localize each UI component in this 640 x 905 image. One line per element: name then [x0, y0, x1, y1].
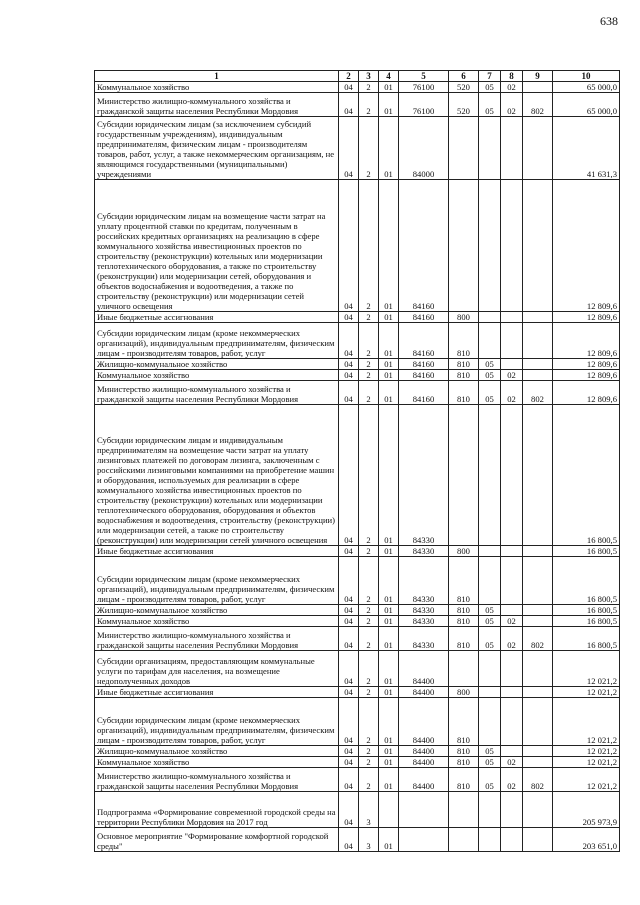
header-cell: 8	[501, 71, 523, 82]
ministry-cell	[523, 180, 553, 312]
chapter-cell: 05	[479, 746, 501, 757]
section-cell: 04	[339, 698, 359, 746]
chapter-cell: 05	[479, 757, 501, 768]
section-cell: 04	[339, 828, 359, 852]
paragraph-cell: 02	[501, 381, 523, 405]
paragraph-cell: 02	[501, 82, 523, 93]
amount-cell: 16 800,5	[553, 546, 620, 557]
chapter-cell	[479, 323, 501, 359]
expense-cell: 810	[449, 768, 479, 792]
amount-cell: 12 021,2	[553, 757, 620, 768]
table-row	[95, 359, 620, 370]
subsection-cell: 2	[359, 117, 379, 180]
subsection-cell: 2	[359, 312, 379, 323]
paragraph-cell	[501, 651, 523, 687]
ministry-cell	[523, 557, 553, 605]
chapter-cell	[479, 792, 501, 828]
table-row	[95, 381, 620, 405]
name-cell: Жилищно-коммунальное хозяйство	[95, 746, 339, 757]
name-cell: Иные бюджетные ассигнования	[95, 312, 339, 323]
amount-cell: 41 631,3	[553, 117, 620, 180]
table-row	[95, 746, 620, 757]
header-cell: 6	[449, 71, 479, 82]
name-cell: Субсидии юридическим лицам и индивидуальным предпринимателям на возмещение части затрат на уплату лизинговых платежей по договорам лизинга, заключенным с российскими лизинговыми компаниями на приобретение машин и оборудования, используемых для реализации в сфере коммунального хозяйства инвестиционных проектов по строительству (реконструкции) котельных или модернизации теплотехнического оборудования, оборудования и объектов водоснабжения и водоотведения, строительству (реконструкции) или модернизации сетей, а также по строительству (реконструкции) или модернизации сетей уличного освещения	[95, 405, 339, 546]
chapter-cell	[479, 687, 501, 698]
paragraph-cell	[501, 546, 523, 557]
section-cell: 04	[339, 687, 359, 698]
ministry-cell	[523, 757, 553, 768]
amount-cell: 65 000,0	[553, 82, 620, 93]
item-cell: 01	[379, 323, 399, 359]
name-cell: Жилищно-коммунальное хозяйство	[95, 359, 339, 370]
name-cell: Министерство жилищно-коммунального хозяйства и гражданской защиты населения Республики Мордовия	[95, 381, 339, 405]
paragraph-cell	[501, 605, 523, 616]
budget-table	[94, 70, 620, 852]
section-cell: 04	[339, 180, 359, 312]
table-row	[95, 93, 620, 117]
expense-cell	[449, 792, 479, 828]
chapter-cell: 05	[479, 82, 501, 93]
chapter-cell: 05	[479, 359, 501, 370]
header-cell: 1	[95, 71, 339, 82]
paragraph-cell	[501, 698, 523, 746]
section-cell: 04	[339, 93, 359, 117]
item-cell: 01	[379, 768, 399, 792]
amount-cell: 65 000,0	[553, 93, 620, 117]
table-row	[95, 323, 620, 359]
name-cell: Иные бюджетные ассигнования	[95, 687, 339, 698]
chapter-cell	[479, 405, 501, 546]
paragraph-cell: 02	[501, 627, 523, 651]
name-cell: Субсидии организациям, предоставляющим коммунальные услуги по тарифам для населения, на возмещение недополученных доходов	[95, 651, 339, 687]
expense-cell: 810	[449, 698, 479, 746]
header-cell: 9	[523, 71, 553, 82]
table-row	[95, 117, 620, 180]
expense-cell: 800	[449, 312, 479, 323]
target-cell: 84330	[399, 616, 449, 627]
paragraph-cell: 02	[501, 768, 523, 792]
expense-cell	[449, 651, 479, 687]
target-cell: 84160	[399, 370, 449, 381]
target-cell: 84330	[399, 627, 449, 651]
expense-cell: 810	[449, 757, 479, 768]
section-cell: 04	[339, 616, 359, 627]
item-cell: 01	[379, 312, 399, 323]
amount-cell: 12 021,2	[553, 651, 620, 687]
item-cell	[379, 792, 399, 828]
subsection-cell: 2	[359, 605, 379, 616]
header-cell: 10	[553, 71, 620, 82]
table-row	[95, 698, 620, 746]
chapter-cell	[479, 117, 501, 180]
amount-cell: 12 809,6	[553, 359, 620, 370]
amount-cell: 12 809,6	[553, 381, 620, 405]
item-cell: 01	[379, 698, 399, 746]
name-cell: Субсидии юридическим лицам (кроме некоммерческих организаций), индивидуальным предпринимателям, физическим лицам - производителям товаров, работ, услуг	[95, 698, 339, 746]
amount-cell: 12 809,6	[553, 323, 620, 359]
ministry-cell	[523, 746, 553, 757]
paragraph-cell	[501, 405, 523, 546]
target-cell: 84400	[399, 768, 449, 792]
item-cell: 01	[379, 651, 399, 687]
section-cell: 04	[339, 117, 359, 180]
ministry-cell	[523, 792, 553, 828]
paragraph-cell	[501, 687, 523, 698]
table-row	[95, 312, 620, 323]
chapter-cell	[479, 312, 501, 323]
name-cell: Иные бюджетные ассигнования	[95, 546, 339, 557]
item-cell: 01	[379, 757, 399, 768]
section-cell: 04	[339, 381, 359, 405]
table-row	[95, 370, 620, 381]
target-cell: 84160	[399, 312, 449, 323]
item-cell: 01	[379, 627, 399, 651]
table-row	[95, 627, 620, 651]
name-cell: Министерство жилищно-коммунального хозяйства и гражданской защиты населения Республики Мордовия	[95, 627, 339, 651]
name-cell: Министерство жилищно-коммунального хозяйства и гражданской защиты населения Республики Мордовия	[95, 93, 339, 117]
subsection-cell: 2	[359, 180, 379, 312]
subsection-cell: 2	[359, 323, 379, 359]
target-cell: 84160	[399, 180, 449, 312]
chapter-cell	[479, 546, 501, 557]
item-cell: 01	[379, 82, 399, 93]
ministry-cell	[523, 359, 553, 370]
name-cell: Жилищно-коммунальное хозяйство	[95, 605, 339, 616]
table-row	[95, 557, 620, 605]
name-cell: Субсидии юридическим лицам (за исключением субсидий государственным учреждениям), индивидуальным предпринимателям, физическим лицам - производителям товаров, работ, услуг, а также некоммерческим организациям, не являющимся государственными (муниципальными) учреждениями	[95, 117, 339, 180]
expense-cell	[449, 405, 479, 546]
chapter-cell	[479, 698, 501, 746]
ministry-cell	[523, 323, 553, 359]
ministry-cell	[523, 312, 553, 323]
name-cell: Коммунальное хозяйство	[95, 616, 339, 627]
target-cell: 84000	[399, 117, 449, 180]
chapter-cell: 05	[479, 616, 501, 627]
table-row	[95, 651, 620, 687]
ministry-cell: 802	[523, 381, 553, 405]
target-cell: 84160	[399, 359, 449, 370]
expense-cell	[449, 828, 479, 852]
section-cell: 04	[339, 627, 359, 651]
target-cell	[399, 792, 449, 828]
paragraph-cell	[501, 746, 523, 757]
subsection-cell: 2	[359, 359, 379, 370]
table-row	[95, 180, 620, 312]
section-cell: 04	[339, 546, 359, 557]
subsection-cell: 2	[359, 557, 379, 605]
ministry-cell	[523, 828, 553, 852]
expense-cell: 520	[449, 82, 479, 93]
target-cell: 84330	[399, 405, 449, 546]
target-cell: 84330	[399, 546, 449, 557]
target-cell: 84160	[399, 381, 449, 405]
table-row	[95, 757, 620, 768]
paragraph-cell: 02	[501, 757, 523, 768]
expense-cell: 800	[449, 687, 479, 698]
paragraph-cell	[501, 323, 523, 359]
paragraph-cell	[501, 792, 523, 828]
table-row	[95, 82, 620, 93]
amount-cell: 12 021,2	[553, 698, 620, 746]
item-cell: 01	[379, 180, 399, 312]
section-cell: 04	[339, 768, 359, 792]
page-number: 638	[600, 14, 618, 28]
name-cell: Коммунальное хозяйство	[95, 370, 339, 381]
name-cell: Подпрограмма «Формирование современной городской среды на территории Республики Мордовия на 2017 год	[95, 792, 339, 828]
subsection-cell: 2	[359, 93, 379, 117]
expense-cell: 810	[449, 381, 479, 405]
target-cell: 84400	[399, 698, 449, 746]
name-cell: Коммунальное хозяйство	[95, 757, 339, 768]
subsection-cell: 2	[359, 82, 379, 93]
amount-cell: 203 651,0	[553, 828, 620, 852]
expense-cell: 810	[449, 627, 479, 651]
ministry-cell	[523, 546, 553, 557]
target-cell: 84400	[399, 687, 449, 698]
paragraph-cell: 02	[501, 93, 523, 117]
expense-cell: 810	[449, 605, 479, 616]
ministry-cell	[523, 370, 553, 381]
table-row	[95, 792, 620, 828]
paragraph-cell	[501, 117, 523, 180]
item-cell: 01	[379, 546, 399, 557]
ministry-cell: 802	[523, 768, 553, 792]
ministry-cell	[523, 117, 553, 180]
ministry-cell	[523, 405, 553, 546]
expense-cell: 810	[449, 370, 479, 381]
item-cell: 01	[379, 746, 399, 757]
paragraph-cell	[501, 359, 523, 370]
paragraph-cell	[501, 180, 523, 312]
expense-cell	[449, 180, 479, 312]
section-cell: 04	[339, 746, 359, 757]
ministry-cell	[523, 605, 553, 616]
item-cell: 01	[379, 828, 399, 852]
subsection-cell: 2	[359, 768, 379, 792]
paragraph-cell: 02	[501, 370, 523, 381]
ministry-cell: 802	[523, 627, 553, 651]
amount-cell: 12 809,6	[553, 370, 620, 381]
item-cell: 01	[379, 359, 399, 370]
chapter-cell	[479, 557, 501, 605]
subsection-cell: 2	[359, 370, 379, 381]
section-cell: 04	[339, 651, 359, 687]
amount-cell: 16 800,5	[553, 405, 620, 546]
subsection-cell: 3	[359, 828, 379, 852]
target-cell	[399, 828, 449, 852]
subsection-cell: 2	[359, 651, 379, 687]
item-cell: 01	[379, 557, 399, 605]
expense-cell: 520	[449, 93, 479, 117]
item-cell: 01	[379, 381, 399, 405]
target-cell: 84330	[399, 557, 449, 605]
target-cell: 84400	[399, 651, 449, 687]
expense-cell: 810	[449, 359, 479, 370]
section-cell: 04	[339, 757, 359, 768]
chapter-cell: 05	[479, 93, 501, 117]
item-cell: 01	[379, 616, 399, 627]
name-cell: Основное мероприятие "Формирование комфортной городской среды"	[95, 828, 339, 852]
chapter-cell	[479, 180, 501, 312]
table-row	[95, 768, 620, 792]
section-cell: 04	[339, 82, 359, 93]
name-cell: Коммунальное хозяйство	[95, 82, 339, 93]
name-cell: Субсидии юридическим лицам (кроме некоммерческих организаций), индивидуальным предпринимателям, физическим лицам - производителям товаров, работ, услуг	[95, 557, 339, 605]
amount-cell: 12 021,2	[553, 687, 620, 698]
expense-cell: 810	[449, 557, 479, 605]
amount-cell: 205 973,9	[553, 792, 620, 828]
paragraph-cell	[501, 557, 523, 605]
amount-cell: 16 800,5	[553, 616, 620, 627]
header-cell: 4	[379, 71, 399, 82]
name-cell: Министерство жилищно-коммунального хозяйства и гражданской защиты населения Республики Мордовия	[95, 768, 339, 792]
header-cell: 3	[359, 71, 379, 82]
name-cell: Субсидии юридическим лицам (кроме некоммерческих организаций), индивидуальным предпринимателям, физическим лицам - производителям товаров, работ, услуг	[95, 323, 339, 359]
chapter-cell: 05	[479, 381, 501, 405]
amount-cell: 16 800,5	[553, 627, 620, 651]
section-cell: 04	[339, 605, 359, 616]
subsection-cell: 2	[359, 616, 379, 627]
ministry-cell	[523, 687, 553, 698]
amount-cell: 12 021,2	[553, 768, 620, 792]
section-cell: 04	[339, 359, 359, 370]
amount-cell: 12 809,6	[553, 312, 620, 323]
table-row	[95, 687, 620, 698]
ministry-cell: 802	[523, 93, 553, 117]
header-cell: 5	[399, 71, 449, 82]
paragraph-cell	[501, 828, 523, 852]
item-cell: 01	[379, 605, 399, 616]
subsection-cell: 2	[359, 381, 379, 405]
chapter-cell: 05	[479, 768, 501, 792]
section-cell: 04	[339, 405, 359, 546]
expense-cell: 810	[449, 616, 479, 627]
subsection-cell: 2	[359, 757, 379, 768]
target-cell: 84400	[399, 746, 449, 757]
header-row	[95, 71, 620, 82]
section-cell: 04	[339, 557, 359, 605]
section-cell: 04	[339, 370, 359, 381]
ministry-cell	[523, 616, 553, 627]
target-cell: 76100	[399, 82, 449, 93]
target-cell: 84400	[399, 757, 449, 768]
amount-cell: 16 800,5	[553, 557, 620, 605]
amount-cell: 16 800,5	[553, 605, 620, 616]
amount-cell: 12 021,2	[553, 746, 620, 757]
subsection-cell: 3	[359, 792, 379, 828]
item-cell: 01	[379, 117, 399, 180]
expense-cell: 810	[449, 323, 479, 359]
subsection-cell: 2	[359, 746, 379, 757]
expense-cell	[449, 117, 479, 180]
ministry-cell	[523, 651, 553, 687]
item-cell: 01	[379, 405, 399, 546]
paragraph-cell	[501, 312, 523, 323]
chapter-cell: 05	[479, 370, 501, 381]
table-row	[95, 616, 620, 627]
chapter-cell	[479, 828, 501, 852]
subsection-cell: 2	[359, 546, 379, 557]
target-cell: 76100	[399, 93, 449, 117]
name-cell: Субсидии юридическим лицам на возмещение части затрат на уплату процентной ставки по кредитам, полученным в российских кредитных организациях на реализацию в сфере коммунального хозяйства инвестиционных проектов по строительству (реконструкции) котельных или модернизации теплотехнического оборудования, а также по строительству (реконструкции) или модернизации сетей, оборудования и объектов водоснабжения и водоотведения, а также по строительству (реконструкции) или модернизации сетей уличного освещения	[95, 180, 339, 312]
table-row	[95, 605, 620, 616]
expense-cell: 810	[449, 746, 479, 757]
ministry-cell	[523, 698, 553, 746]
target-cell: 84160	[399, 323, 449, 359]
section-cell: 04	[339, 792, 359, 828]
amount-cell: 12 809,6	[553, 180, 620, 312]
paragraph-cell: 02	[501, 616, 523, 627]
table-row	[95, 828, 620, 852]
table-row	[95, 546, 620, 557]
item-cell: 01	[379, 93, 399, 117]
section-cell: 04	[339, 323, 359, 359]
subsection-cell: 2	[359, 687, 379, 698]
item-cell: 01	[379, 687, 399, 698]
ministry-cell	[523, 82, 553, 93]
table-row	[95, 405, 620, 546]
subsection-cell: 2	[359, 627, 379, 651]
subsection-cell: 2	[359, 405, 379, 546]
table-body	[95, 82, 620, 852]
subsection-cell: 2	[359, 698, 379, 746]
chapter-cell: 05	[479, 605, 501, 616]
expense-cell: 800	[449, 546, 479, 557]
header-cell: 7	[479, 71, 501, 82]
item-cell: 01	[379, 370, 399, 381]
target-cell: 84330	[399, 605, 449, 616]
chapter-cell: 05	[479, 627, 501, 651]
chapter-cell	[479, 651, 501, 687]
section-cell: 04	[339, 312, 359, 323]
header-cell: 2	[339, 71, 359, 82]
